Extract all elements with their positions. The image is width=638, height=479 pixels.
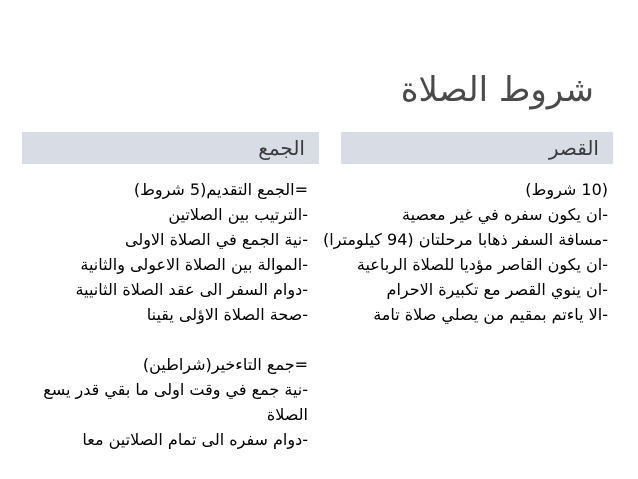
takhir-line: -دوام سفره الى تمام الصلاتين معا <box>82 430 308 449</box>
taqdim-line: -نية الجمع في الصلاة الاولى <box>124 230 308 249</box>
takhir-title: =جمع التاءخير(شراطين) <box>142 355 308 374</box>
slide-title: شروط الصلاة <box>400 70 594 110</box>
qasr-line: -مسافة السفر ذهابا مرحلتان (94 كيلومترا) <box>323 230 608 249</box>
qasr-line: -ان ينوي القصر مع تكبيرة الاحرام <box>386 280 608 299</box>
taqdim-line: -الترتيب بين الصلاتين <box>168 205 308 224</box>
qasr-header: القصر <box>341 132 613 164</box>
qasr-column <box>318 177 608 327</box>
taqdim-line: -الموالة بين الصلاة الاعولى والثانية <box>80 255 308 274</box>
qasr-line: -الا ياءتم بمقيم من يصلي صلاة تامة <box>373 305 608 324</box>
qasr-line: -ان يكون سفره في غير معصية <box>402 205 608 224</box>
qasr-line: -ان يكون القاصر مؤديا للصلاة الرباعية <box>356 255 608 274</box>
takhir-line: -نية جمع في وقت اولى ما بقي قدر يسع الصلاة <box>43 380 308 424</box>
taqdim-title: =الجمع التقديم(5 شروط) <box>133 180 308 199</box>
jam-header: الجمع <box>22 132 319 164</box>
qasr-line: (10 شروط) <box>525 180 608 199</box>
jam-column <box>8 177 308 452</box>
taqdim-line: -صحة الصلاة الاؤلى يقينا <box>146 305 308 324</box>
section-spacer <box>8 327 308 352</box>
taqdim-line: -دوام السفر الى عقد الصلاة الثانيية <box>75 280 308 299</box>
